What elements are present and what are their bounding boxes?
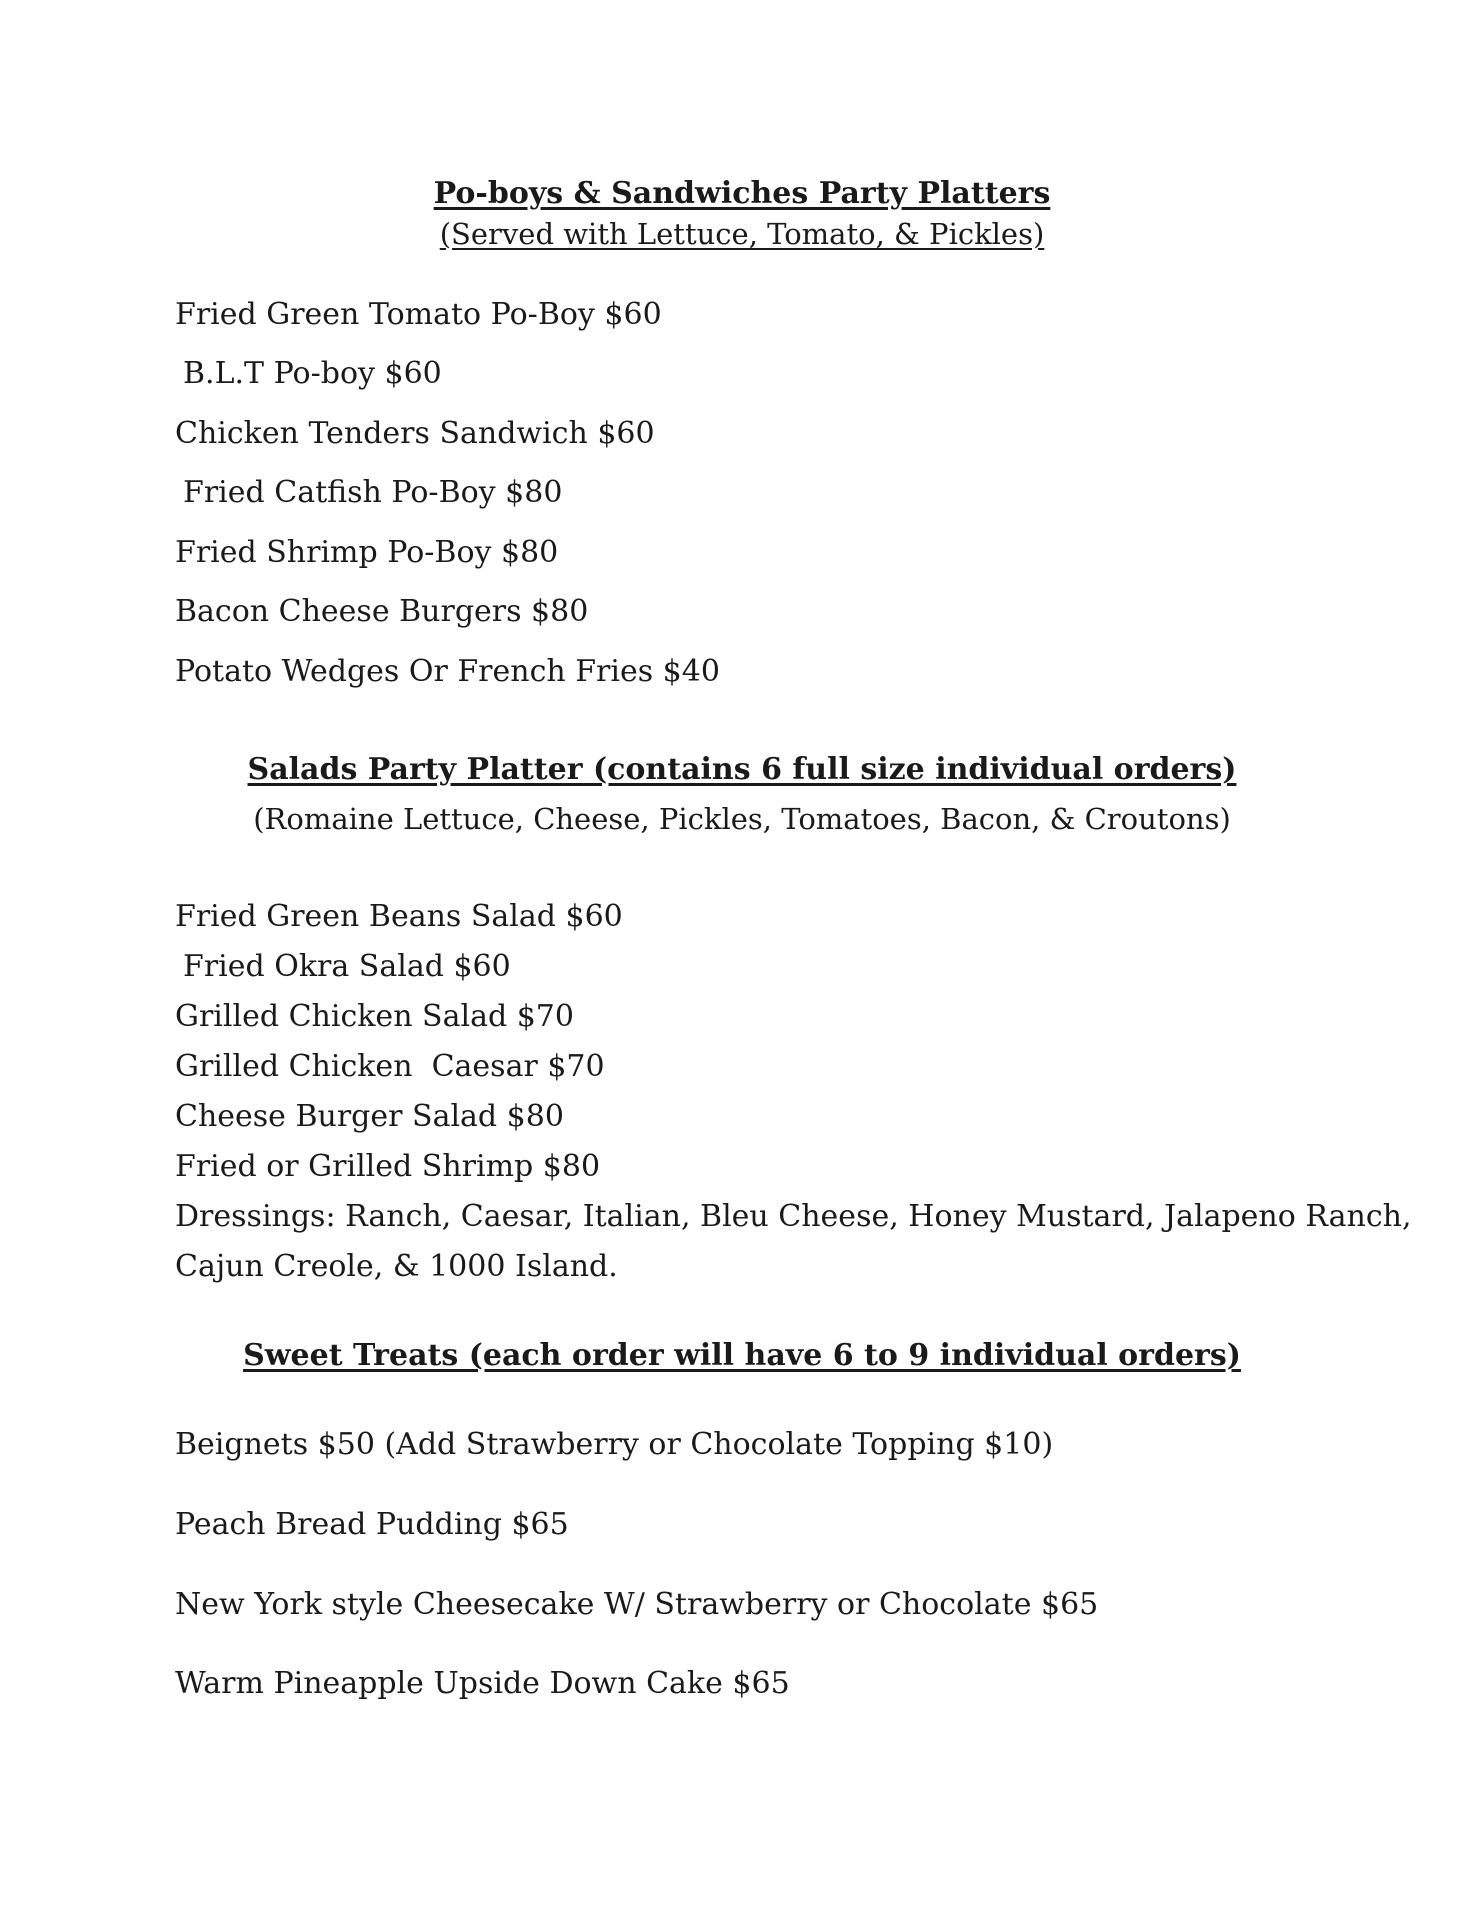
menu-item: Fried Okra Salad $60	[183, 949, 511, 984]
dressings-line: Cajun Creole, & 1000 Island.	[175, 1249, 618, 1284]
menu-item: Potato Wedges Or French Fries $40	[175, 654, 720, 689]
sweets-heading: Sweet Treats (each order will have 6 to 9 individual orders)	[243, 1338, 1241, 1373]
poboys-heading: Po-boys & Sandwiches Party Platters	[433, 176, 1051, 211]
dressings-line: Dressings: Ranch, Caesar, Italian, Bleu Cheese, Honey Mustard, Jalapeno Ranch,	[175, 1199, 1412, 1234]
menu-item: Fried Green Beans Salad $60	[175, 899, 623, 934]
menu-item: Chicken Tenders Sandwich $60	[175, 416, 655, 451]
menu-item: Warm Pineapple Upside Down Cake $65	[175, 1666, 790, 1701]
menu-item: Bacon Cheese Burgers $80	[175, 594, 589, 629]
menu-item: Fried Catfish Po-Boy $80	[183, 475, 563, 510]
poboys-subheading: (Served with Lettuce, Tomato, & Pickles)	[439, 217, 1045, 251]
menu-item: Grilled Chicken Salad $70	[175, 999, 574, 1034]
salads-subheading: (Romaine Lettuce, Cheese, Pickles, Tomatoes, Bacon, & Croutons)	[253, 802, 1231, 836]
menu-item: New York style Cheesecake W/ Strawberry or Chocolate $65	[175, 1587, 1099, 1622]
menu-item: Fried Green Tomato Po-Boy $60	[175, 297, 662, 332]
menu-item: Fried or Grilled Shrimp $80	[175, 1149, 601, 1184]
menu-item: Cheese Burger Salad $80	[175, 1099, 564, 1134]
salads-heading: Salads Party Platter (contains 6 full size individual orders)	[247, 752, 1237, 787]
menu-item: Peach Bread Pudding $65	[175, 1507, 569, 1542]
menu-item: Beignets $50 (Add Strawberry or Chocolate Topping $10)	[175, 1427, 1054, 1462]
menu-item: Fried Shrimp Po-Boy $80	[175, 535, 559, 570]
menu-item: B.L.T Po-boy $60	[183, 356, 442, 391]
menu-item: Grilled Chicken Caesar $70	[175, 1049, 605, 1084]
